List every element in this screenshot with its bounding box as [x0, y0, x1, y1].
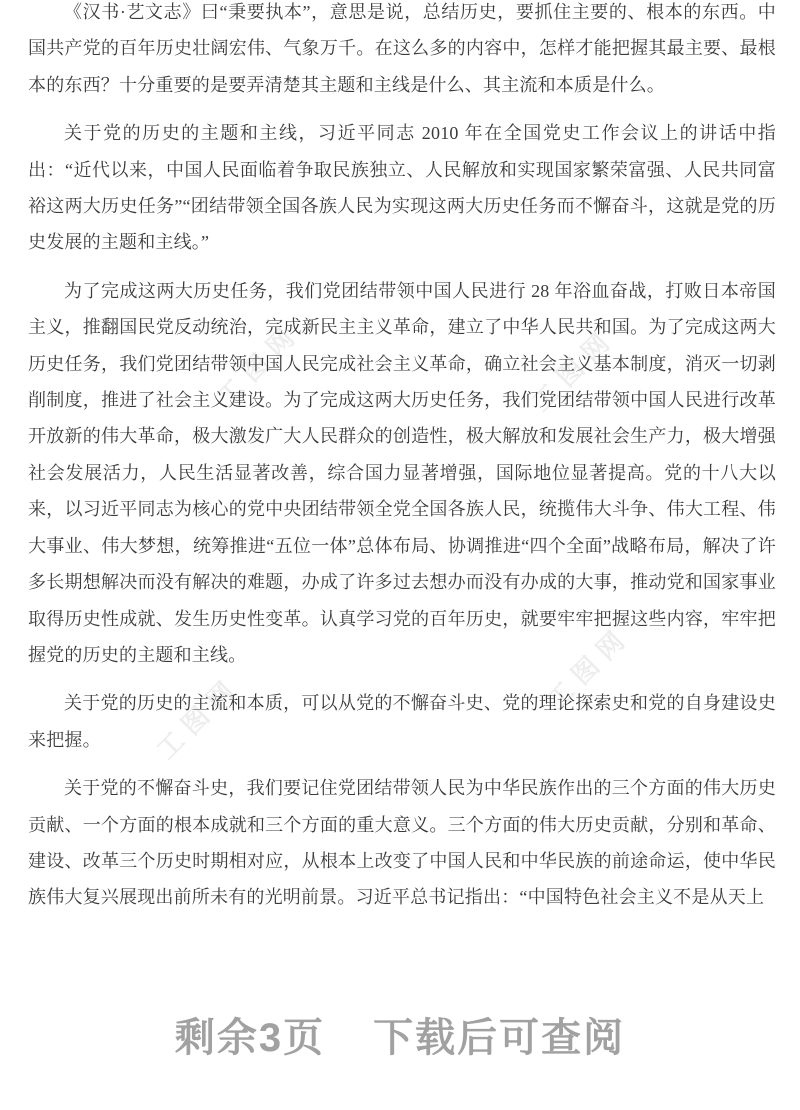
site-watermark: 工图网 [525, 321, 622, 418]
download-to-view-label: 下载后可查阅 [373, 1016, 626, 1060]
body-paragraph: 关于党的不懈奋斗史，我们要记住党团结带领人民为中华民族作出的三个方面的伟大历史贡献、一个方面的根本成就和三个方面的重大意义。三个方面的伟大历史贡献，分别和革命、建设、改革三个历史时期相对应，从根本上改变了中国人民和中华民族的前途命运，使中华民族伟大复兴展现出前所未有的光明前景。习近平总书记指出：“中国特色社会主义不是从天上 [28, 778, 776, 908]
remaining-pages-label: 剩余3页 [174, 1016, 326, 1060]
preview-remaining-notice [0, 1006, 800, 1063]
site-watermark: 工图网 [540, 619, 637, 716]
site-watermark: 工图网 [150, 669, 247, 766]
site-watermark: 工图网 [210, 316, 307, 413]
body-paragraph: 关于党的历史的主流和本质，可以从党的不懈奋斗史、党的理论探索史和党的自身建设史来把握。 [28, 693, 776, 750]
body-paragraph: 关于党的历史的主题和主线，习近平同志 2010 年在全国党史工作会议上的讲话中指出：“近代以来，中国人民面临着争取民族独立、人民解放和实现国家繁荣富强、人民共同富裕这两大历史任务”“团结带领全国各族人民为实现这两大历史任务而不懈奋斗，这就是党的历史发展的主题和主线。” [28, 123, 776, 253]
body-paragraph: 为了完成这两大历史任务，我们党团结带领中国人民进行 28 年浴血奋战，打败日本帝国主义，推翻国民党反动统治，完成新民主主义革命，建立了中华人民共和国。为了完成这两大历史任务，我们党团结带领中国人民完成社会主义革命，确立社会主义基本制度，消灭一切剥削制度，推进了社会主义建设。为了完成这两大历史任务，我们党团结带领中国人民进行改革开放新的伟大革命，极大激发广大人民群众的创造性，极大解放和发展社会生产力，极大增强社会发展活力，人民生活显著改善，综合国力显著增强，国际地位显著提高。党的十八大以来，以习近平同志为核心的党中央团结带领全党全国各族人民，统揽伟大斗争、伟大工程、伟大事业、伟大梦想，统筹推进“五位一体”总体布局、协调推进“四个全面”战略布局，解决了许多长期想解决而没有解决的难题，办成了许多过去想办而没有办成的大事，推动党和国家事业取得历史性成就、发生历史性变革。认真学习党的百年历史，就要牢牢把握这些内容，牢牢把握党的历史的主题和主线。 [28, 280, 776, 665]
body-paragraph: 《汉书·艺文志》曰“秉要执本”，意思是说，总结历史，要抓住主要的、根本的东西。中国共产党的百年历史壮阔宏伟、气象万千。在这么多的内容中，怎样才能把握其最主要、最根本的东西？十分重要的是要弄清楚其主题和主线是什么、其主流和本质是什么。 [28, 2, 776, 95]
